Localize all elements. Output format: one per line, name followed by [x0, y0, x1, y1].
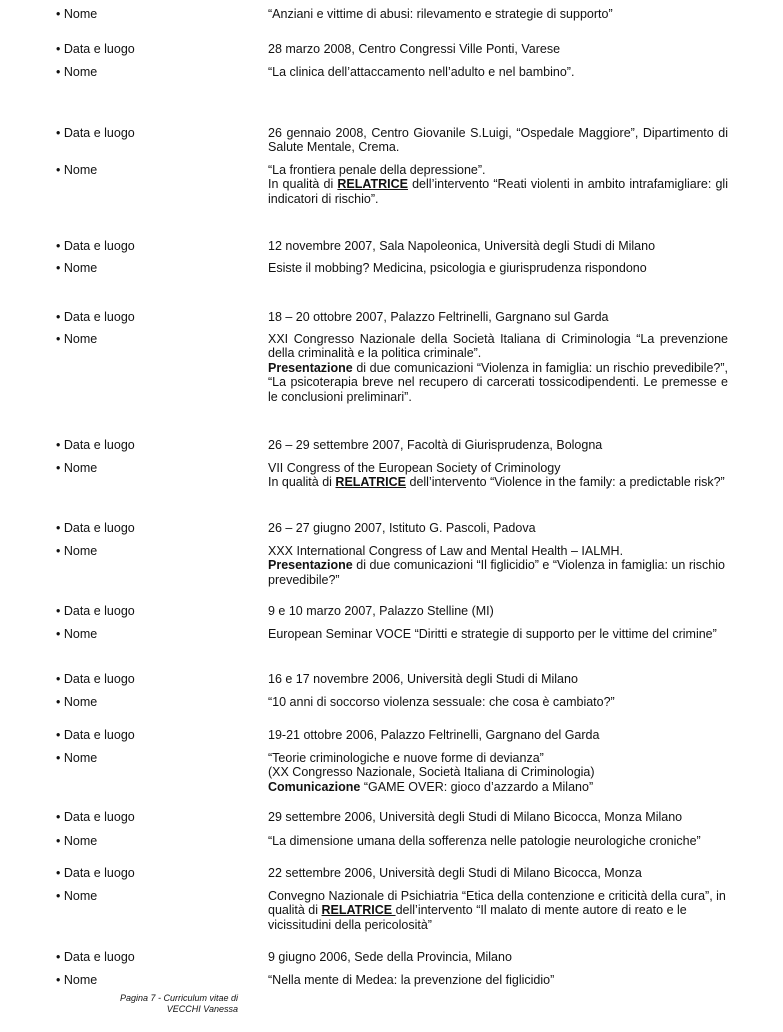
entry-label: • Data e luogo — [56, 126, 135, 140]
entry-value: 16 e 17 novembre 2006, Università degli Studi di Milano — [268, 672, 578, 686]
entry-value: Esiste il mobbing? Medicina, psicologia e giurisprudenza rispondono — [268, 261, 647, 275]
entry-value: European Seminar VOCE “Diritti e strategie di supporto per le vittime del crimine” — [268, 627, 717, 641]
entry-value: 19-21 ottobre 2006, Palazzo Feltrinelli, Gargnano del Garda — [268, 728, 600, 742]
entry-label: • Data e luogo — [56, 438, 135, 452]
entry-value: “La dimensione umana della sofferenza nelle patologie neurologiche croniche” — [268, 834, 701, 848]
entry-value: “La frontiera penale della depressione”. In qualità di RELATRICE dell’intervento “Reati violenti in ambito intrafamigliare: gli indicatori di rischio”. — [268, 163, 728, 206]
entry-value: 28 marzo 2008, Centro Congressi Ville Ponti, Varese — [268, 42, 561, 56]
relatrice-emphasis: RELATRICE — [321, 903, 396, 918]
entry-label: • Data e luogo — [56, 950, 135, 964]
entry-value: 26 – 27 giugno 2007, Istituto G. Pascoli, Padova — [268, 521, 536, 535]
footer-author-line: VECCHI Vanessa — [166, 1003, 238, 1014]
entry-label: • Nome — [56, 834, 98, 848]
entry-label: • Nome — [56, 7, 98, 21]
entry-label: • Nome — [56, 332, 98, 346]
entry-label: • Data e luogo — [56, 42, 135, 56]
entry-label: • Data e luogo — [56, 728, 135, 742]
entry-value: “Anziani e vittime di abusi: rilevamento e strategie di supporto” — [268, 7, 613, 21]
entry-label: • Nome — [56, 261, 98, 275]
entry-label: • Nome — [56, 751, 98, 765]
entry-value: 12 novembre 2007, Sala Napoleonica, Università degli Studi di Milano — [268, 239, 656, 253]
entry-label: • Data e luogo — [56, 521, 135, 535]
entry-value: 29 settembre 2006, Università degli Studi di Milano Bicocca, Monza Milano — [268, 810, 683, 824]
entry-label: • Nome — [56, 889, 98, 903]
entry-value: 9 e 10 marzo 2007, Palazzo Stelline (MI) — [268, 604, 494, 618]
entry-value: “10 anni di soccorso violenza sessuale: che cosa è cambiato?” — [268, 695, 615, 709]
entry-label: • Nome — [56, 695, 98, 709]
entry-value: VII Congress of the European Society of Criminology In qualità di RELATRICE dell’intervento “Violence in the family: a predictable risk?” — [268, 461, 725, 490]
entry-label: • Data e luogo — [56, 810, 135, 824]
entry-value: 26 gennaio 2008, Centro Giovanile S.Luigi, “Ospedale Maggiore”, Dipartimento di Salute Mentale, Crema. — [268, 126, 728, 155]
entry-label: • Data e luogo — [56, 310, 135, 324]
entry-label: • Nome — [56, 973, 98, 987]
entry-value: 22 settembre 2006, Università degli Studi di Milano Bicocca, Monza — [268, 866, 642, 880]
entry-value: Convegno Nazionale di Psichiatria “Etica della contenzione e criticità della cura”, in qualità di RELATRICE dell’intervento “Il malato di mente autore di reato e le vicissitudini della pericolosità” — [268, 889, 726, 932]
entry-label: • Nome — [56, 163, 98, 177]
entry-label: • Nome — [56, 461, 98, 475]
entry-value: 18 – 20 ottobre 2007, Palazzo Feltrinelli, Gargnano sul Garda — [268, 310, 609, 324]
entry-label: • Nome — [56, 627, 98, 641]
page-footer — [112, 993, 238, 1014]
entry-value-title: “La frontiera penale della depressione”. — [268, 163, 486, 177]
relatrice-emphasis: RELATRICE — [337, 177, 408, 192]
footer-page-line: Pagina 7 - Curriculum vitae di — [119, 993, 238, 1003]
presentazione-emphasis: Presentazione — [268, 360, 353, 375]
entry-label: • Data e luogo — [56, 672, 135, 686]
entry-label: • Data e luogo — [56, 866, 135, 880]
entry-label: • Data e luogo — [56, 604, 135, 618]
presentazione-emphasis: Presentazione — [268, 558, 353, 573]
entry-value: “La clinica dell’attaccamento nell’adulto e nel bambino”. — [268, 65, 575, 79]
entry-value: XXI Congresso Nazionale della Società Italiana di Criminologia “La prevenzione della criminalità e la politica criminale”. Presentazione di due comunicazioni “Violenza in famiglia: un rischio prevedibile?”, “La psicoterapia breve nel recupero di carcerati tossicodipendenti. Le premesse e le conclusioni preliminari”. — [268, 332, 728, 404]
entry-label: • Nome — [56, 544, 98, 558]
entry-label: • Nome — [56, 65, 98, 79]
entry-value: 26 – 29 settembre 2007, Facoltà di Giurisprudenza, Bologna — [268, 438, 603, 452]
relatrice-emphasis: RELATRICE — [335, 475, 407, 490]
entry-value: “Teorie criminologiche e nuove forme di devianza” (XX Congresso Nazionale, Società Italiana di Criminologia) Comunicazione “GAME OVER: gioco d’azzardo a Milano” — [268, 751, 595, 794]
entry-label: • Data e luogo — [56, 239, 135, 253]
entry-value: “Nella mente di Medea: la prevenzione del figlicidio” — [268, 973, 555, 987]
entry-value: XXX International Congress of Law and Mental Health – IALMH. Presentazione di due comunicazioni “Il figlicidio” e “Violenza in famiglia: un rischio prevedibile?” — [268, 544, 725, 587]
entry-value: 9 giugno 2006, Sede della Provincia, Milano — [268, 950, 512, 964]
comunicazione-emphasis: Comunicazione — [268, 779, 361, 794]
